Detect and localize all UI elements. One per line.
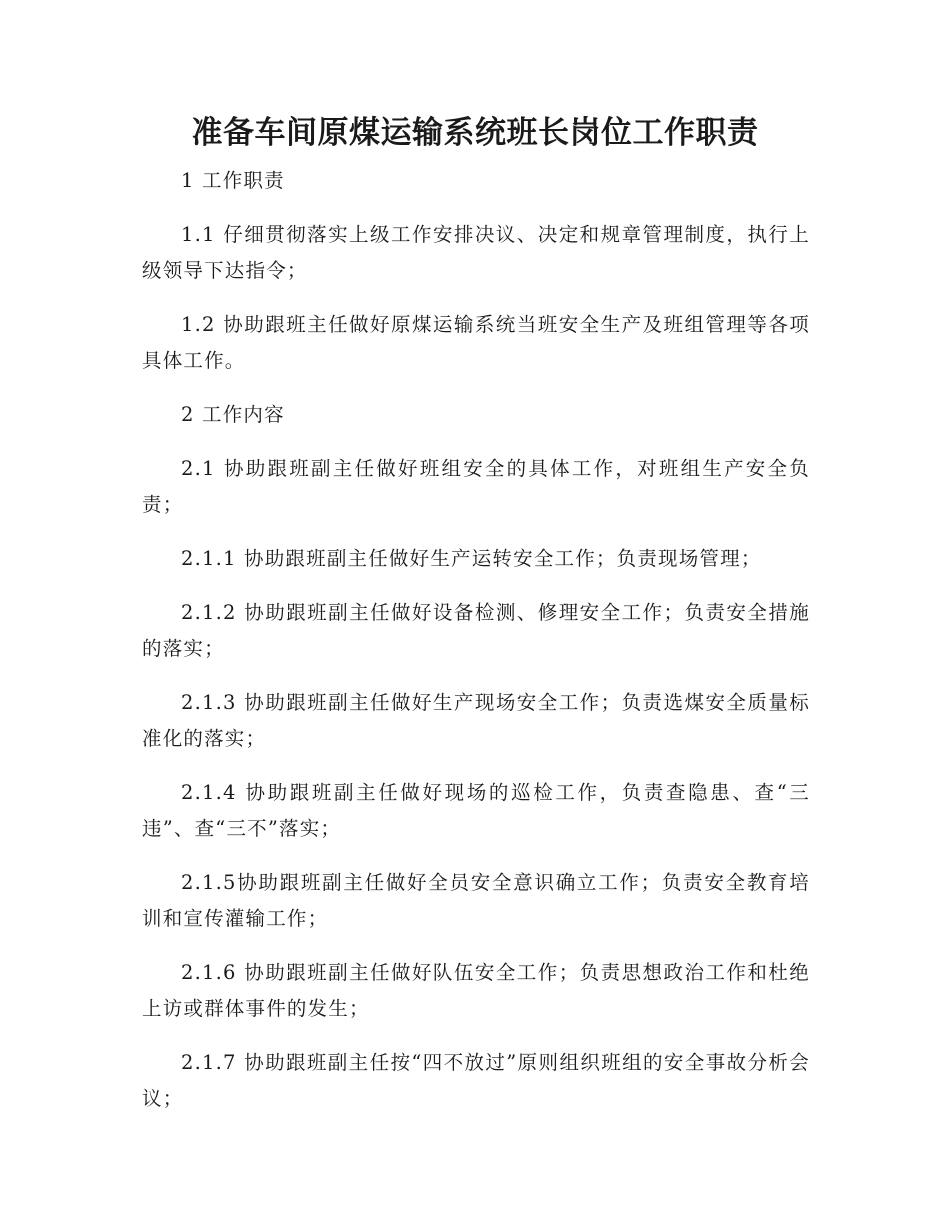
paragraph-2-1-3: 2.1.3 协助跟班副主任做好生产现场安全工作；负责选煤安全质量标准化的落实； [142, 691, 810, 750]
paragraph-1-2: 1.2 协助跟班主任做好原煤运输系统当班安全生产及班组管理等各项具体工作。 [142, 313, 810, 372]
paragraph-1-1: 1.1 仔细贯彻落实上级工作安排决议、决定和规章管理制度，执行上级领导下达指令； [142, 223, 810, 282]
paragraph-2-1-4: 2.1.4 协助跟班副主任做好现场的巡检工作，负责查隐患、查“三违”、查“三不”落实； [142, 781, 810, 840]
paragraph-2-1: 2.1 协助跟班副主任做好班组安全的具体工作，对班组生产安全负责； [142, 457, 810, 516]
paragraph-2-1-1: 2.1.1 协助跟班副主任做好生产运转安全工作；负责现场管理； [181, 547, 762, 570]
heading-1: 1 工作职责 [181, 169, 285, 192]
heading-2: 2 工作内容 [181, 403, 285, 426]
paragraph-2-1-6: 2.1.6 协助跟班副主任做好队伍安全工作；负责思想政治工作和杜绝上访或群体事件的发生； [142, 961, 810, 1020]
paragraph-2-1-5: 2.1.5协助跟班副主任做好全员安全意识确立工作；负责安全教育培训和宣传灌输工作； [142, 871, 810, 930]
paragraph-2-1-2: 2.1.2 协助跟班副主任做好设备检测、修理安全工作；负责安全措施的落实； [142, 601, 810, 660]
document-body [142, 163, 810, 1135]
paragraph-2-1-7: 2.1.7 协助跟班副主任按“四不放过”原则组织班组的安全事故分析会议； [142, 1051, 810, 1110]
document-title: 准备车间原煤运输系统班长岗位工作职责 [191, 115, 759, 151]
